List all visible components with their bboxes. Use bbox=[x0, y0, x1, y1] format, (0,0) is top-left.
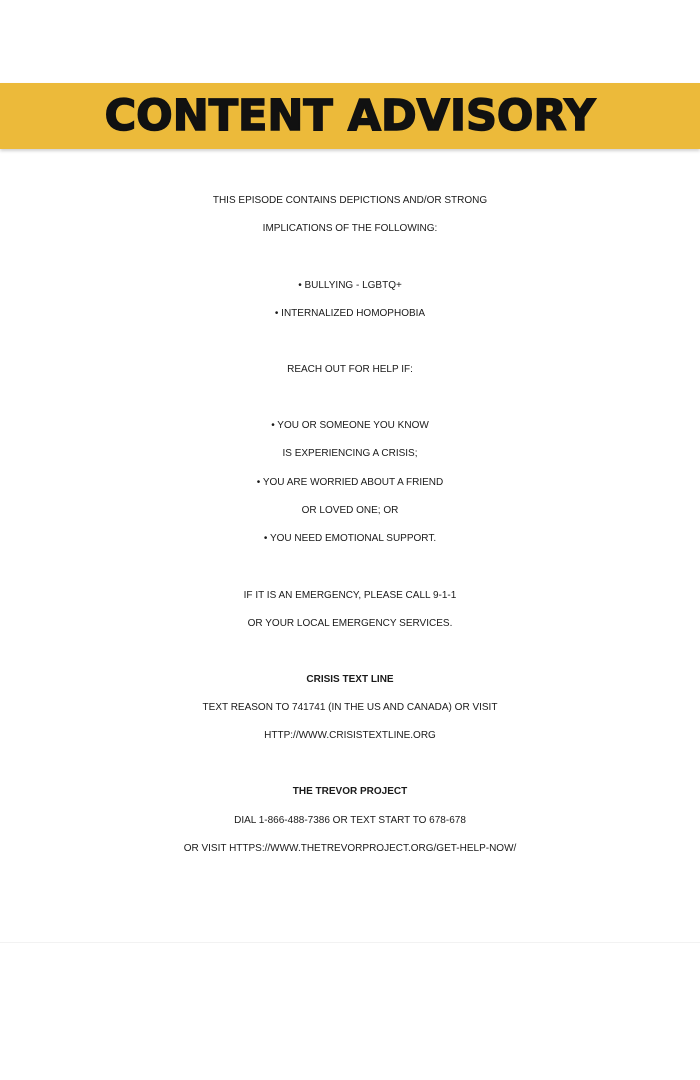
trevor-project-line-1: DIAL 1-866-488-7386 OR TEXT START TO 678-678 bbox=[234, 815, 466, 826]
title-banner bbox=[0, 83, 700, 149]
emergency-line-1: IF IT IS AN EMERGENCY, PLEASE CALL 9-1-1 bbox=[243, 590, 457, 601]
emergency-line-2: OR YOUR LOCAL EMERGENCY SERVICES. bbox=[247, 618, 453, 629]
help-line: OR LOVED ONE; OR bbox=[301, 505, 399, 516]
crisis-text-line-line-1: TEXT REASON TO 741741 (IN THE US AND CANADA) OR VISIT bbox=[202, 702, 498, 713]
trevor-project-url[interactable]: OR VISIT HTTPS://WWW.THETREVORPROJECT.ORG/GET-HELP-NOW/ bbox=[183, 843, 517, 854]
help-line: • YOU ARE WORRIED ABOUT A FRIEND bbox=[256, 477, 444, 488]
help-heading: REACH OUT FOR HELP IF: bbox=[287, 364, 413, 375]
crisis-text-line-heading: CRISIS TEXT LINE bbox=[306, 674, 394, 685]
advisory-title: CONTENT ADVISORY bbox=[104, 91, 596, 141]
topic-item: • BULLYING - LGBTQ+ bbox=[298, 280, 402, 291]
intro-line-2: IMPLICATIONS OF THE FOLLOWING: bbox=[262, 223, 438, 234]
crisis-text-line-url[interactable]: HTTP://WWW.CRISISTEXTLINE.ORG bbox=[264, 730, 436, 741]
help-line: • YOU OR SOMEONE YOU KNOW bbox=[271, 420, 429, 431]
help-line: • YOU NEED EMOTIONAL SUPPORT. bbox=[263, 533, 437, 544]
trevor-project-heading: THE TREVOR PROJECT bbox=[292, 786, 408, 797]
topic-item: • INTERNALIZED HOMOPHOBIA bbox=[274, 308, 426, 319]
help-line: IS EXPERIENCING A CRISIS; bbox=[282, 448, 418, 459]
intro-line-1: THIS EPISODE CONTAINS DEPICTIONS AND/OR STRONG bbox=[212, 195, 488, 206]
